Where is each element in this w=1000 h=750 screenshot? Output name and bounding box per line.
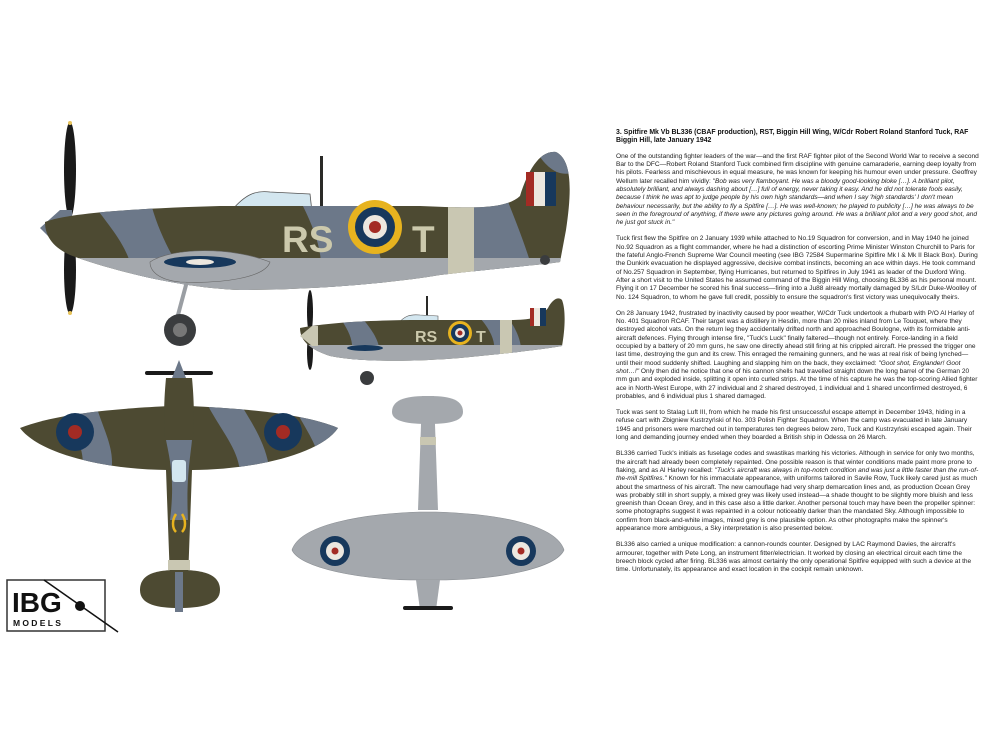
paragraph-2: Tuck first flew the Spitfire on 2 January 1939 while attached to No.19 Squadron for conversion, and in May 1940 he joined No.92 Squadron as a flight commander, where he had a distinction of escorting Prime Minister Winston Churchill to Paris for the fateful Anglo-French Supreme War Council meeting (see IBG 72584 Supermarine Spitfire Mk I & Mk II Black Box). During the Dunkirk evacuation he displayed aggressive, decisive combat instincts, becoming an ace within days. He took command of No.257 Squadron in September, flying Hurricanes, but returned to Spitfires in July 1941 as leader of the Duxford Wing. After a short visit to the United States he assumed command of the Biggin Hill Wing, choosing BL336 as his personal mount. Flying it on 17 December he scored his final success—firing into a Ju88 already mortally damaged by S/Ldr Duke-Woolley of No. 124 Squadron, to whom he gave full credit, possibly to ensure the squadron's first victory was unequivocally theirs. bbox=[616, 235, 978, 301]
paragraph-1 bbox=[616, 153, 980, 228]
paragraph-4: Tuck was sent to Stalag Luft III, from which he made his first unsuccessful escape attempt in December 1943, hiding in a refuse cart with Zbigniew Kustrzyński of No. 303 Polish Fighter Squadron. When the camp was evacuated in late January 1945 and prisoners were marched out in temperatures ten degrees below zero, Tuck and Kustrzyński escaped again. Their long and demanding journey ended when they boarded a British ship in Odessa on 26 March. bbox=[616, 409, 972, 442]
small-fuselage-code-right: T bbox=[476, 329, 486, 346]
small-fuselage-code-left: RS bbox=[415, 329, 438, 346]
p5-quote: "Tuck's aircraft was always in top-notch condition and was just a little faster than the run-of-the-mill Spitfires." bbox=[616, 466, 979, 483]
p3-text-b: Only then did he notice that one of his cannon shells had travelled straight down the long barrel of the German 20 mm gun and exploded inside, splitting it open into curled strips. At the time of his capture he was the top-scoring Allied fighter ace in North-West Europe, with 27 individual and 2 shared destroyed, 1 individual and 1 shared unconfirmed destroyed, 6 probables, and 6 individual plus 1 shared damaged. bbox=[616, 367, 978, 400]
top-view bbox=[15, 360, 345, 612]
p3-text-a: On 28 January 1942, frustrated by inactivity caused by poor weather, W/Cdr Tuck undertook a rhubarb with P/O Al Harley of No. 401 Squadron RCAF. Their target was a distillery in Hesdin, more than 20 miles inland from Le Touquet, where they destroyed alcohol vats. On the return leg they accidentally drifted north and approached Boulogne, with its formidable anti-aircraft defences. Flying through intense fire, "Tuck's Luck" finally faltered—though not entirely. Force-landing in a field occupied by a battery of 20 mm guns, he saw one directly ahead still firing at his crippled aircraft. He pressed the trigger one last time, destroying the gun and its crew. This enraged the remaining gunners, and he was at real risk of being lynched—until their mood suddenly shifted. Laughing and slapping him on the back, they exclaimed: bbox=[616, 309, 976, 367]
paragraph-5 bbox=[616, 450, 980, 533]
section-title: 3. Spitfire Mk Vb BL336 (CBAF production), RST, Biggin Hill Wing, W/Cdr Robert Roland Stanford Tuck, RAF Biggin Hill, late January 1942 bbox=[616, 129, 969, 145]
p3-quote: "Goot shot, Englander! Goot shot…!" bbox=[616, 359, 961, 375]
fuselage-code-left: RS bbox=[282, 219, 334, 260]
description-column bbox=[616, 129, 980, 582]
logo-brand: IBG bbox=[12, 587, 62, 618]
side-profile-small bbox=[295, 290, 575, 385]
paragraph-3 bbox=[616, 310, 980, 401]
paragraph-6: BL336 also carried a unique modification: a cannon-rounds counter. Designed by LAC Raymond Davies, the aircraft's armourer, together with Pete Long, an instrument fitter/electrician. It worked by closing an electrical circuit each time the breech block cycled after firing. BL336 was almost certainly the only operational Spitfire equipped with such a device at the time. Unfortunately, its appearance and exact location in the cockpit remain unknown. bbox=[616, 541, 972, 574]
fuselage-code-right: T bbox=[412, 219, 435, 260]
logo-sub: MODELS bbox=[13, 618, 64, 628]
p5-text-b: Known for his immaculate appearance, with uniforms tailored in Savile Row, Tuck likely cared just as much about the smartness of his aircraft. The new camouflage had very sharp demarcation lines and, as production Ocean Grey was probably still in short supply, a mixed grey was likely used instead—a shade thought to be slightly more bluish and less greenish than Ocean Grey, and in this case also a little darker. Another personal touch may have been the propeller spinner: some photographs suggest it was repainted in a colour noticeably darker than the mandated Sky. Although impossible to confirm from black-and-white images, mixed grey is one plausible option. As other photographs make the spinner's appearance more ambiguous, a Sky interpretation is also presented below. bbox=[616, 475, 978, 532]
p1-quote: "Bob was very flamboyant. He was a bloody good-looking bloke […]. A brilliant pilot, absolutely brilliant, and always dashing about […] full of energy, never taking it easy. And he did not tolerate fools easily, because I think he was apt to judge people by his own high standards—and when I say 'high standards' I don't mean behaviour necessarily, but the ability to fly a Spitfire […]. He was well-known; he played to publicity […] he was always to be seen in the foreground of anything, if there were any pictures going around. He was a brilliant pilot and a very good shot, and he just got stuck in." bbox=[616, 177, 978, 227]
p1-text: One of the outstanding fighter leaders of the war—and the first RAF fighter pilot of the Second World War to receive a second Bar to the DFC—Robert Roland Stanford Tuck combined firm discipline with genuine camaraderie, earning deep loyalty from his pilots. Fearless and mischievous in equal measure, he was known for keeping his humour even under pressure. Geoffrey Wellum later recalled him vividly: bbox=[616, 152, 979, 185]
ibg-models-logo bbox=[7, 580, 118, 632]
p5-text-a: BL336 carried Tuck's initials as fuselage codes and swastikas marking his victories. Although in service for only two months, the aircraft had already been completely repainted. One possible reason is that winter conditions made paint more prone to flaking, and as Al Harley recalled: bbox=[616, 450, 975, 474]
